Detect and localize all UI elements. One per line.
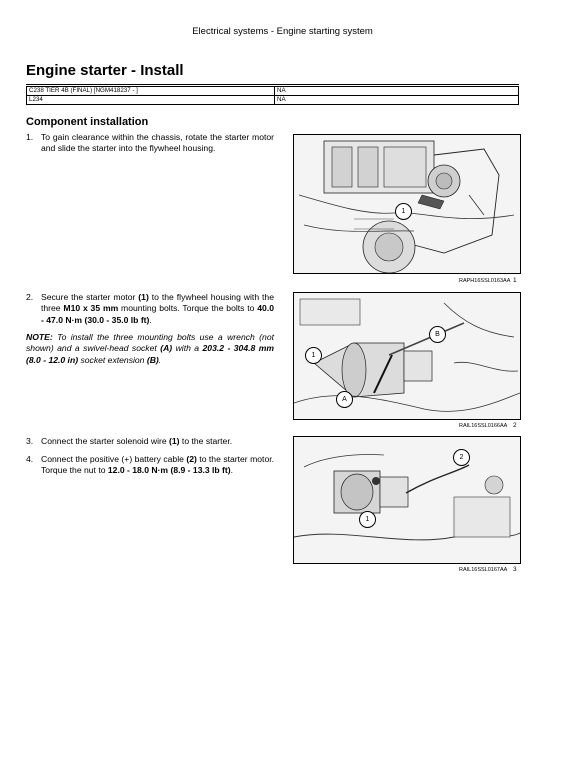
page-title: Engine starter - Install: [26, 62, 184, 79]
step-2: [26, 292, 274, 326]
callout-label: 2: [453, 449, 470, 466]
step-3: [26, 436, 274, 447]
step-text: To gain clearance within the chassis, rotate the starter motor and slide the starter into the flywheel housing.: [41, 132, 274, 154]
figure-number: 3: [513, 566, 517, 573]
figure-1-illustration: [293, 134, 521, 274]
step-number: 2.: [26, 292, 34, 302]
step-1: [26, 132, 274, 155]
callout-label: 1: [359, 511, 376, 528]
step-text: Secure the starter motor (1) to the flywheel housing with the three M10 x 35 mm mounting bolts. Torque the bolts to 40.0 - 47.0 N·m (30.0 - 35.0 lb ft).: [41, 292, 274, 325]
table-row: [27, 96, 519, 105]
table-row: [27, 87, 519, 96]
callout-label: 1: [305, 347, 322, 364]
page-header: Electrical systems - Engine starting system: [192, 26, 373, 37]
region-cell: NA: [275, 87, 519, 96]
section-heading: Component installation: [26, 116, 149, 128]
step-text: Connect the positive (+) battery cable (2) to the starter motor. Torque the nut to 12.0 - 18.0 N·m (8.9 - 13.3 lb ft).: [41, 454, 274, 476]
note-label: NOTE:: [26, 332, 53, 342]
applicability-table: [26, 86, 519, 105]
step-number: 4.: [26, 454, 34, 464]
step-4: [26, 454, 274, 477]
figure-reference: RAPH16SSL0163AA: [459, 278, 511, 284]
model-cell: L234: [27, 96, 275, 105]
figure-number: 2: [513, 422, 517, 429]
step-text: Connect the starter solenoid wire (1) to the starter.: [41, 436, 233, 446]
model-cell: C238 TIER 4B (FINAL) [NGM418237 - ]: [27, 87, 275, 96]
title-rule: [26, 84, 519, 85]
region-cell: NA: [275, 96, 519, 105]
figure-3-illustration: [293, 436, 521, 564]
figure-2-illustration: [293, 292, 521, 420]
figure-reference: RAIL16SSL0167AA: [459, 567, 508, 573]
note-text: NOTE: To install the three mounting bolts use a wrench (not shown) and a swivel-head socket (A) with a 203.2 - 304.8 mm (8.0 - 12.0 in) socket extension (B).: [26, 332, 274, 365]
callout-label: A: [336, 391, 353, 408]
figure-reference: RAIL16SSL0166AA: [459, 423, 508, 429]
figure-number: 1: [513, 277, 517, 284]
callout-label: 1: [395, 203, 412, 220]
step-number: 3.: [26, 436, 34, 446]
callout-label: B: [429, 326, 446, 343]
step-number: 1.: [26, 132, 34, 142]
